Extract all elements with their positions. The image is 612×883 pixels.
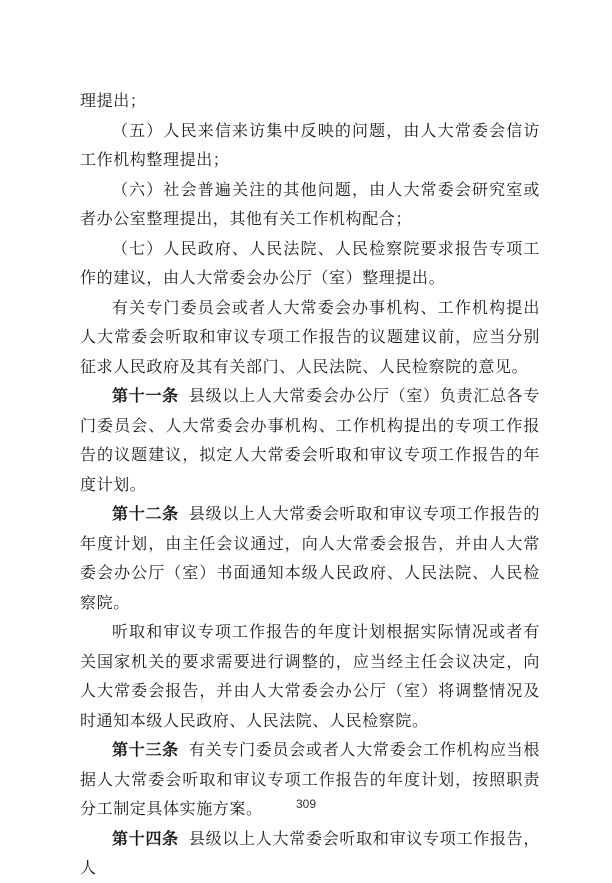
paragraph-text: 有关专门委员会或者人大常委会办事机构、工作机构提出人大常委会听取和审议专项工作报告的议题建议前，应当分别征求人民政府及其有关部门、人民法院、人民检察院的意见。 — [80, 297, 540, 376]
article-heading: 第十一条 — [112, 386, 179, 405]
body-paragraph — [80, 293, 540, 382]
paragraph-text: （五）人民来信来访集中反映的问题，由人大常委会信访工作机构整理提出； — [80, 120, 540, 169]
body-paragraph — [80, 234, 540, 293]
article-paragraph — [80, 381, 540, 499]
paragraph-text: 县级以上人大常委会听取和审议专项工作报告的年度计划，由主任会议通过，向人大常委会报告，并由人大常委会办公厅（室）书面通知本级人民政府、人民法院、人民检察院。 — [80, 504, 540, 612]
page-body — [80, 86, 540, 883]
body-paragraph — [80, 116, 540, 175]
paragraph-text: （六）社会普遍关注的其他问题，由人大常委会研究室或者办公室整理提出，其他有关工作机构配合； — [80, 179, 540, 228]
body-paragraph — [80, 175, 540, 234]
paragraph-text: 理提出； — [80, 91, 147, 110]
page-number: 309 — [295, 797, 317, 811]
paragraph-text: 听取和审议专项工作报告的年度计划根据实际情况或者有关国家机关的要求需要进行调整的，应当经主任会议决定，向人大常委会报告，并由人大常委会办公厅（室）将调整情况及时通知本级人民政府、人民法院、人民检察院。 — [80, 622, 540, 730]
article-paragraph — [80, 499, 540, 617]
article-heading: 第十三条 — [112, 740, 179, 759]
article-heading: 第十四条 — [112, 828, 179, 848]
article-heading: 第十二条 — [112, 504, 179, 523]
paragraph-text: （七）人民政府、人民法院、人民检察院要求报告专项工作的建议，由人大常委会办公厅（室）整理提出。 — [80, 238, 540, 287]
body-paragraph — [80, 617, 540, 735]
paragraph-text: 有关专门委员会或者人大常委会工作机构应当根据人大常委会听取和审议专项工作报告的年度计划，按照职责分工制定具体实施方案。 — [80, 740, 540, 818]
paragraph-text: 县级以上人大常委会听取和审议专项工作报告，人 — [80, 828, 540, 877]
body-paragraph — [80, 86, 540, 116]
paragraph-text: 县级以上人大常委会办公厅（室）负责汇总各专门委员会、人大常委会办事机构、工作机构提出的专项工作报告的议题建议，拟定人大常委会听取和审议专项工作报告的年度计划。 — [80, 386, 540, 494]
article-paragraph — [80, 824, 540, 883]
